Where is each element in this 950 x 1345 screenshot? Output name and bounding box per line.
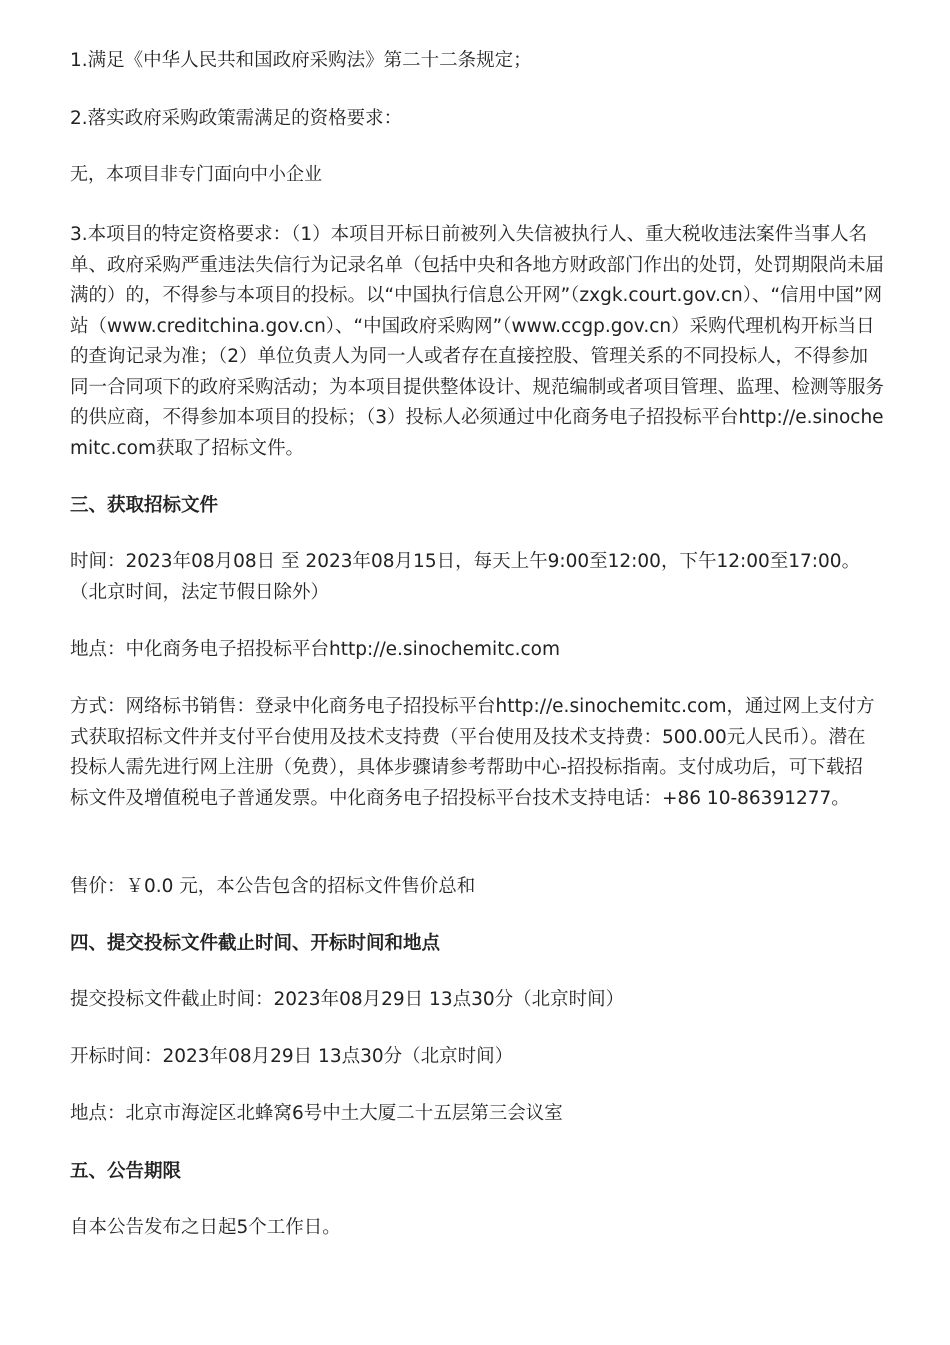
qualification-item-3: 3.本项目的特定资格要求：（1）本项目开标日前被列入失信被执行人、重大税收违法案件当事人名单、政府采购严重违法失信行为记录名单（包括中央和各地方财政部门作出的处罚，处罚期限尚未届满的）的，不得参与本项目的投标。以“中国执行信息公开网”（zxgk.court.gov.cn）、“信用中国”网站（www.creditchina.gov.cn）、“中国政府采购网”（www.ccgp.gov.cn）采购代理机构开标当日的查询记录为准；（2）单位负责人为同一人或者存在直接控股、管理关系的不同投标人，不得参加同一合同项下的政府采购活动；为本项目提供整体设计、规范编制或者项目管理、监理、检测等服务的供应商，不得参加本项目的投标；（3）投标人必须通过中化商务电子招投标平台http://e.sinochemitc.com获取了招标文件。 — [70, 224, 885, 459]
section-4-heading: 四、提交投标文件截止时间、开标时间和地点 — [70, 933, 441, 954]
sme-note: 无，本项目非专门面向中小企业 — [70, 164, 322, 185]
submission-deadline: 提交投标文件截止时间：2023年08月29日 13点30分（北京时间） — [70, 989, 625, 1010]
acquisition-time: 时间：2023年08月08日 至 2023年08月15日，每天上午9:00至12:00，下午12:00至17:00。（北京时间，法定节假日除外） — [70, 551, 861, 603]
announcement-period: 自本公告发布之日起5个工作日。 — [70, 1217, 341, 1238]
section-3-heading: 三、获取招标文件 — [70, 495, 219, 516]
acquisition-method: 方式：网络标书销售：登录中化商务电子招投标平台http://e.sinochemitc.com，通过网上支付方式获取招标文件并支付平台使用及技术支持费（平台使用及技术支持费：500.00元人民币）。潜在投标人需先进行网上注册（免费），具体步骤请参考帮助中心-招投标指南。支付成功后，可下载招标文件及增值税电子普通发票。中化商务电子招投标平台技术支持电话：+86 10-86391277。 — [70, 696, 875, 809]
qualification-item-1: 1.满足《中华人民共和国政府采购法》第二十二条规定； — [70, 50, 532, 71]
opening-place: 地点：北京市海淀区北蜂窝6号中土大厦二十五层第三会议室 — [70, 1103, 563, 1124]
document-price: 售价：￥0.0 元，本公告包含的招标文件售价总和 — [70, 876, 476, 897]
opening-time: 开标时间：2023年08月29日 13点30分（北京时间） — [70, 1046, 514, 1067]
acquisition-place: 地点：中化商务电子招投标平台http://e.sinochemitc.com — [70, 639, 561, 660]
qualification-item-2: 2.落实政府采购政策需满足的资格要求： — [70, 108, 403, 129]
section-5-heading: 五、公告期限 — [70, 1161, 182, 1182]
